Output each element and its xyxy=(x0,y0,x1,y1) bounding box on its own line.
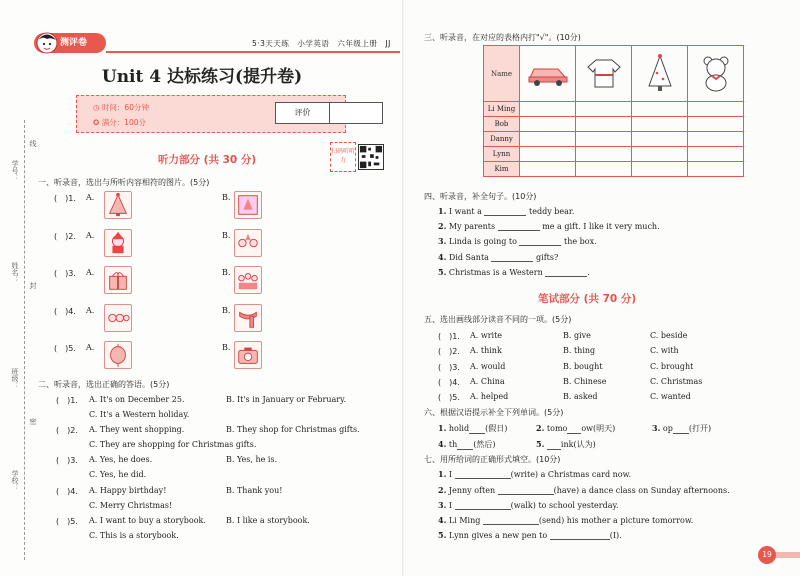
header-rule xyxy=(106,51,400,53)
q6-item-5 xyxy=(536,439,596,450)
listening-heading: 听力部分 (共 30 分) xyxy=(158,154,257,166)
col-sweater xyxy=(576,46,632,102)
option-a: A. They went shopping. xyxy=(89,425,185,434)
q6-title: 六、根据汉语提示补全下列单词。(5分) xyxy=(424,408,564,417)
answer-slot[interactable]: ( )5. xyxy=(54,344,76,353)
check-cell[interactable] xyxy=(520,132,576,147)
hint-text: (明天) xyxy=(593,424,616,433)
answer-blank[interactable] xyxy=(550,539,610,540)
option-c: C. brought xyxy=(650,362,694,371)
sentence-end: gifts? xyxy=(536,253,559,262)
answer-blank[interactable] xyxy=(519,245,561,246)
answer-slot[interactable]: ( )4. xyxy=(56,487,78,496)
q6-item-1 xyxy=(438,423,507,434)
clock-icon: ◷ xyxy=(93,103,100,112)
q4-item-4 xyxy=(438,252,558,262)
answer-slot[interactable]: ( )5. xyxy=(438,393,460,402)
christmas-tree-icon[interactable] xyxy=(104,191,132,219)
sentence-start: Linda is going to xyxy=(448,237,517,246)
sentence-start: Lynn gives a new pen to xyxy=(448,531,548,540)
item-number: 2. xyxy=(536,423,545,433)
item-number: 3. xyxy=(438,500,447,510)
check-cell[interactable] xyxy=(520,102,576,117)
given-word: (have) xyxy=(553,486,580,495)
q3-title: 三、听录音，在对应的表格内打"√"。(10分) xyxy=(424,33,581,42)
option-c: C. beside xyxy=(650,331,688,340)
option-c: C. This is a storybook. xyxy=(89,531,179,540)
stamp-label: 扫码听听力 xyxy=(331,148,356,164)
q7-title: 七、用所给词的正确形式填空。(10分) xyxy=(424,455,561,464)
option-a: A. helped xyxy=(470,392,509,401)
q3-check-table xyxy=(483,45,744,177)
binding-mark-seal: 封 xyxy=(29,282,37,289)
sentence-end: his mother a picture tomorrow. xyxy=(566,516,694,525)
item-number: 2. xyxy=(438,485,447,495)
q1-title: 一、听录音，选出与所听内容相符的图片。(5分) xyxy=(38,178,210,187)
answer-slot[interactable]: ( )4. xyxy=(438,378,460,387)
qr-code-icon[interactable] xyxy=(358,144,384,170)
check-cell[interactable] xyxy=(576,102,632,117)
sentence-end: a dance class on Sunday afternoons. xyxy=(581,486,730,495)
option-a: A. I want to buy a storybook. xyxy=(89,516,206,525)
option-c: C. Yes, he did. xyxy=(89,470,147,479)
option-a: A. write xyxy=(470,331,503,340)
option-b: B. Chinese xyxy=(563,377,607,386)
answer-blank[interactable] xyxy=(491,261,533,262)
answer-blank[interactable] xyxy=(484,215,526,216)
answer-blank[interactable] xyxy=(457,449,473,450)
check-cell[interactable] xyxy=(576,162,632,177)
row-name: Danny xyxy=(484,132,520,147)
scan-stamp xyxy=(330,142,356,172)
check-cell[interactable] xyxy=(576,132,632,147)
check-cell[interactable] xyxy=(632,117,688,132)
sentence-start: I want a xyxy=(448,207,482,216)
answer-blank[interactable] xyxy=(498,494,554,495)
page-title: Unit 4 达标练习(提升卷) xyxy=(101,67,303,87)
hint-text: (然后) xyxy=(473,440,496,449)
answer-slot[interactable]: ( )2. xyxy=(54,232,76,241)
option-c: C. with xyxy=(650,346,679,355)
sentence-start: I xyxy=(448,470,453,479)
option-b-label: B. xyxy=(222,193,231,202)
answer-slot[interactable]: ( )1. xyxy=(54,194,76,203)
col-tree xyxy=(632,46,688,102)
option-b: B. asked xyxy=(563,392,598,401)
option-a-label: A. xyxy=(86,193,95,202)
word-stem: op xyxy=(662,424,673,433)
score-box[interactable] xyxy=(275,102,383,124)
scarf-icon[interactable] xyxy=(234,304,262,332)
col-car xyxy=(520,46,576,102)
option-b-label: B. xyxy=(222,268,231,277)
sentence-end: me a gift. I like it very much. xyxy=(542,222,660,231)
option-c: C. wanted xyxy=(650,392,691,401)
check-cell[interactable] xyxy=(688,132,744,147)
student-id-label: 学号： xyxy=(11,160,19,181)
sentence-start: Christmas is a Western xyxy=(448,268,543,277)
q4-item-3 xyxy=(438,236,597,246)
star-icon: ✪ xyxy=(93,118,100,127)
sweater-icon xyxy=(586,55,622,91)
option-b: B. Yes, he is. xyxy=(226,455,278,464)
q2-title: 二、听录音，选出正确的答语。(5分) xyxy=(38,380,170,389)
christmas-card-icon[interactable] xyxy=(234,191,262,219)
given-word: (write) xyxy=(510,470,539,479)
answer-blank[interactable] xyxy=(455,478,511,479)
option-a: A. Happy birthday! xyxy=(89,486,167,495)
santa-icon[interactable] xyxy=(104,229,132,257)
score-label: 评价 xyxy=(276,103,330,123)
item-number: 1. xyxy=(438,423,447,433)
option-b: B. I like a storybook. xyxy=(226,516,310,525)
answer-slot[interactable]: ( )2. xyxy=(56,426,78,435)
item-number: 4. xyxy=(438,439,447,449)
option-b: B. thing xyxy=(563,346,596,355)
option-b-label: B. xyxy=(222,306,231,315)
answer-slot[interactable]: ( )3. xyxy=(56,456,78,465)
q7-item-4 xyxy=(438,515,693,525)
answer-blank[interactable] xyxy=(483,524,539,525)
word-stem: th xyxy=(448,440,458,449)
item-number: 2. xyxy=(438,221,447,231)
option-b-label: B. xyxy=(222,343,231,352)
party-people-icon[interactable] xyxy=(234,229,262,257)
christmas-tree-icon xyxy=(644,53,676,93)
option-a-label: A. xyxy=(86,231,95,240)
binding-line xyxy=(24,120,25,560)
option-a: A. China xyxy=(470,377,505,386)
row-name: Lynn xyxy=(484,147,520,162)
option-a-label: A. xyxy=(86,268,95,277)
sentence-end: the box. xyxy=(564,237,597,246)
sentence-start: Li Ming xyxy=(448,516,481,525)
info-box xyxy=(76,95,346,133)
word-middle: ow xyxy=(581,424,594,433)
given-word: (I). xyxy=(609,531,622,540)
option-c: C. Christmas xyxy=(650,377,703,386)
option-b-label: B. xyxy=(222,231,231,240)
q4-title: 四、听录音，补全句子。(10分) xyxy=(424,192,537,201)
q4-item-5 xyxy=(438,267,590,277)
badge-label: 测评卷 xyxy=(60,38,88,48)
school-label: 学校： xyxy=(11,470,19,491)
option-a: A. Yes, he does. xyxy=(89,455,153,464)
check-cell[interactable] xyxy=(520,162,576,177)
answer-slot[interactable]: ( )4. xyxy=(54,307,76,316)
page-number: 19 xyxy=(758,546,776,564)
option-a: A. It's on December 25. xyxy=(89,395,185,404)
check-cell[interactable] xyxy=(688,102,744,117)
item-number: 5. xyxy=(536,439,545,449)
option-b: B. bought xyxy=(563,362,603,371)
item-number: 5. xyxy=(438,267,447,277)
check-cell[interactable] xyxy=(520,117,576,132)
binding-mark-line: 线 xyxy=(29,140,37,147)
name-label: 姓名： xyxy=(11,262,19,283)
item-number: 1. xyxy=(438,206,447,216)
option-a-label: A. xyxy=(86,343,95,352)
check-cell[interactable] xyxy=(632,147,688,162)
sentence-start: My parents xyxy=(448,222,496,231)
class-label: 班级： xyxy=(11,368,19,389)
check-cell[interactable] xyxy=(576,147,632,162)
answer-blank[interactable] xyxy=(545,276,587,277)
answer-slot[interactable]: ( )5. xyxy=(56,517,78,526)
gift-box-icon[interactable] xyxy=(104,266,132,294)
option-c: C. They are shopping for Christmas gifts. xyxy=(89,440,257,449)
answer-blank[interactable] xyxy=(469,433,485,434)
q7-item-2 xyxy=(438,485,730,495)
word-stem: holid xyxy=(448,424,470,433)
sentence-end: teddy bear. xyxy=(529,207,575,216)
option-b: B. Thank you! xyxy=(226,486,283,495)
option-b: B. They shop for Christmas gifts. xyxy=(226,425,360,434)
score-info xyxy=(93,117,146,128)
item-number: 4. xyxy=(438,252,447,262)
teddy-bear-icon xyxy=(698,54,734,92)
car-icon xyxy=(526,58,570,88)
sentence-start: Did Santa xyxy=(448,253,489,262)
series-label: 5·3天天练 小学英语 六年级上册 JJ xyxy=(252,39,391,48)
q4-item-1 xyxy=(438,206,574,216)
row-name: Kim xyxy=(484,162,520,177)
item-number: 5. xyxy=(438,530,447,540)
option-b: B. It's in January or February. xyxy=(226,395,347,404)
check-cell[interactable] xyxy=(632,132,688,147)
q5-title: 五、选出画线部分读音不同的一项。(5分) xyxy=(424,315,572,324)
given-word: (walk) xyxy=(510,501,536,510)
row-name: Li Ming xyxy=(484,102,520,117)
writing-heading: 笔试部分 (共 70 分) xyxy=(538,293,637,305)
option-a: A. would xyxy=(470,362,506,371)
answer-blank[interactable] xyxy=(567,433,581,434)
item-number: 3. xyxy=(438,236,447,246)
option-c: C. Merry Christmas! xyxy=(89,501,173,510)
item-number: 3. xyxy=(652,423,661,433)
answer-slot[interactable]: ( )3. xyxy=(438,363,460,372)
mascot-icon xyxy=(36,31,58,55)
sentence-start: Jenny often xyxy=(448,486,496,495)
check-cell[interactable] xyxy=(688,117,744,132)
answer-blank[interactable] xyxy=(455,509,511,510)
answer-slot[interactable]: ( )3. xyxy=(54,269,76,278)
q4-item-2 xyxy=(438,221,660,231)
col-teddy xyxy=(688,46,744,102)
hint-text: (假日) xyxy=(485,424,508,433)
table-row xyxy=(484,132,744,147)
check-cell[interactable] xyxy=(632,102,688,117)
option-a-label: A. xyxy=(86,306,95,315)
full-score-label: 满分：100分 xyxy=(101,118,147,127)
q7-item-3 xyxy=(438,500,619,510)
table-row xyxy=(484,117,744,132)
camera-icon[interactable] xyxy=(234,341,262,369)
lantern-icon[interactable] xyxy=(104,341,132,369)
answer-blank[interactable] xyxy=(498,230,540,231)
q7-item-5 xyxy=(438,530,622,540)
table-row xyxy=(484,102,744,117)
q6-item-3 xyxy=(652,423,711,434)
q6-item-2 xyxy=(536,423,615,434)
word-middle: ink xyxy=(560,440,574,449)
check-cell[interactable] xyxy=(688,147,744,162)
q7-item-1 xyxy=(438,469,631,479)
time-info xyxy=(93,102,149,113)
option-b: B. give xyxy=(563,331,591,340)
option-c: C. It's a Western holiday. xyxy=(89,410,190,419)
table-row xyxy=(484,162,744,177)
check-cell[interactable] xyxy=(632,162,688,177)
table-row xyxy=(484,147,744,162)
option-a: A. think xyxy=(470,346,502,355)
hint-text: (认为) xyxy=(573,440,596,449)
check-cell[interactable] xyxy=(688,162,744,177)
hint-text: (打开) xyxy=(688,424,712,433)
sentence-end: to school yesterday. xyxy=(538,501,619,510)
answer-blank[interactable] xyxy=(673,433,689,434)
answer-slot[interactable]: ( )1. xyxy=(438,332,460,341)
time-label: 时间：60分钟 xyxy=(101,103,149,112)
sentence-start: I xyxy=(448,501,453,510)
row-name: Bob xyxy=(484,117,520,132)
sentence-end: . xyxy=(587,268,590,277)
given-word: (send) xyxy=(538,516,565,525)
friends-icon[interactable] xyxy=(104,304,132,332)
answer-blank[interactable] xyxy=(547,449,561,450)
item-number: 4. xyxy=(438,515,447,525)
answer-slot[interactable]: ( )2. xyxy=(438,347,460,356)
family-icon[interactable] xyxy=(234,266,262,294)
check-cell[interactable] xyxy=(520,147,576,162)
item-number: 1. xyxy=(438,469,447,479)
q6-item-4 xyxy=(438,439,496,450)
sentence-end: a Christmas card now. xyxy=(540,470,632,479)
word-stem: tomo xyxy=(546,424,568,433)
binding-mark-dense: 密 xyxy=(29,418,37,425)
name-header: Name xyxy=(484,46,520,102)
answer-slot[interactable]: ( )1. xyxy=(56,396,78,405)
check-cell[interactable] xyxy=(576,117,632,132)
